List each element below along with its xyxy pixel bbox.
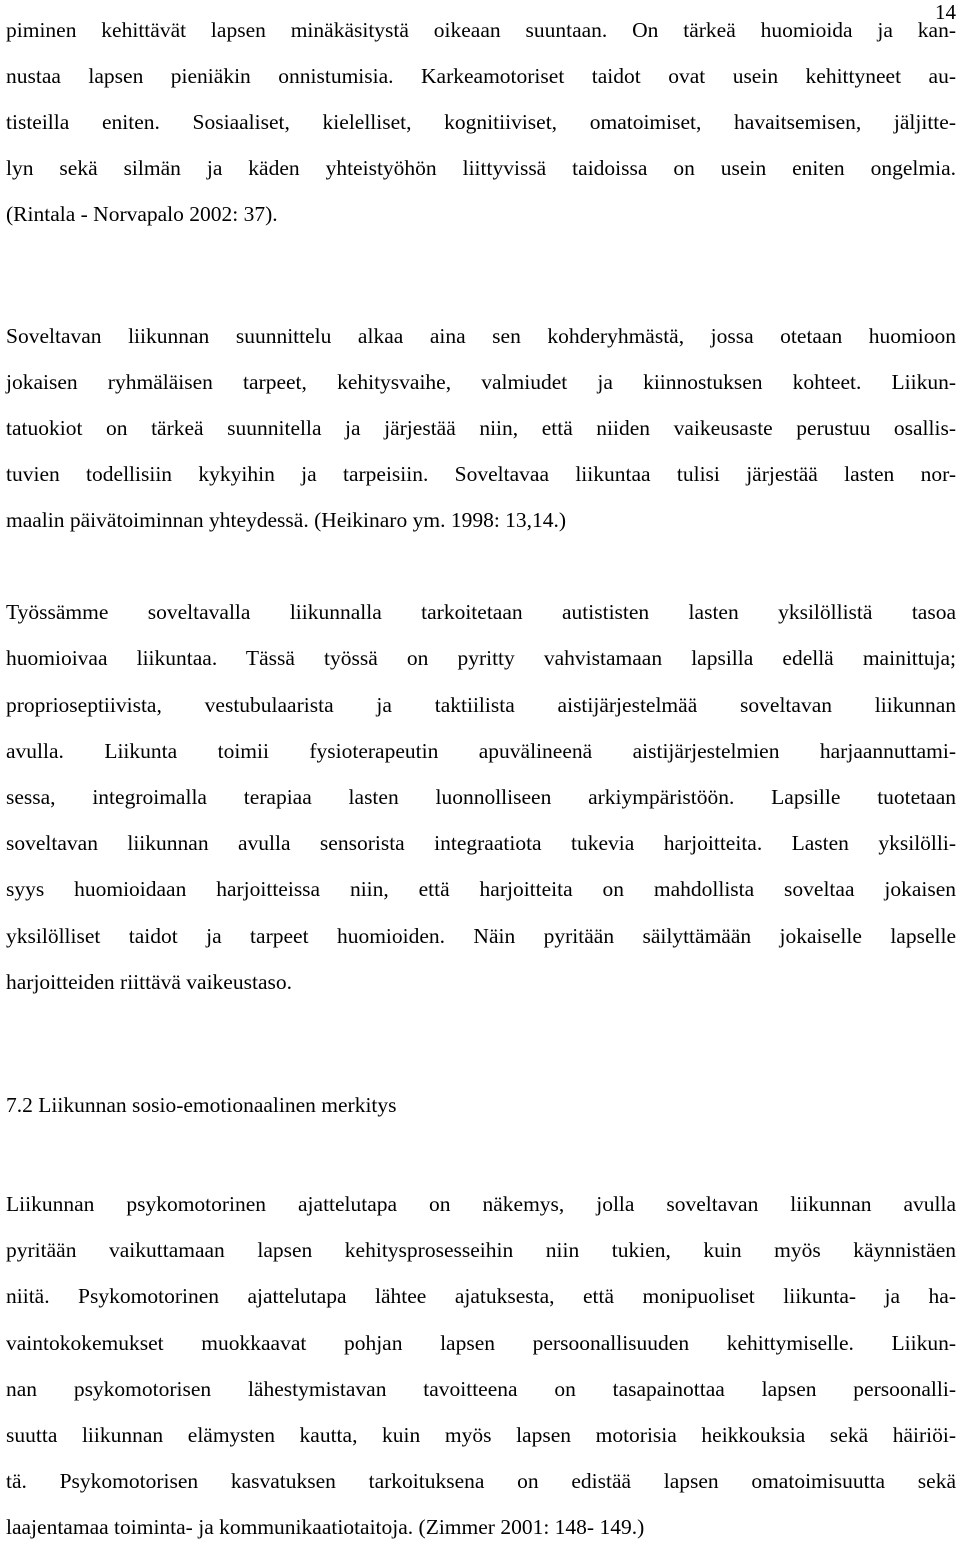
text-line: lyn sekä silmän ja käden yhteistyöhön liittyvissä taidoissa on usein eniten ongelmia. — [6, 156, 956, 180]
text-line: tä. Psykomotorisen kasvatuksen tarkoituksena on edistää lapsen omatoimisuutta sekä — [6, 1469, 956, 1493]
text-line: (Rintala - Norvapalo 2002: 37). — [6, 202, 278, 226]
text-line: Työssämme soveltavalla liikunnalla tarkoitetaan autististen lasten yksilöllistä tasoa — [6, 600, 956, 624]
text-line: pyritään vaikuttamaan lapsen kehitysprosesseihin niin tukien, kuin myös käynnistäen — [6, 1238, 956, 1262]
text-line: sessa, integroimalla terapiaa lasten luonnolliseen arkiympäristöön. Lapsille tuotetaan — [6, 785, 956, 809]
text-line: vaintokokemukset muokkaavat pohjan lapsen persoonallisuuden kehittymiselle. Liikun- — [6, 1331, 956, 1355]
text-line: nustaa lapsen pieniäkin onnistumisia. Karkeamotoriset taidot ovat usein kehittyneet au- — [6, 64, 956, 88]
text-line: tuvien todellisiin kykyihin ja tarpeisiin. Soveltavaa liikuntaa tulisi järjestää lasten nor- — [6, 462, 956, 486]
text-line: yksilölliset taidot ja tarpeet huomioiden. Näin pyritään säilyttämään jokaiselle lapselle — [6, 924, 956, 948]
text-line: Liikunnan psykomotorinen ajattelutapa on näkemys, jolla soveltavan liikunnan avulla — [6, 1192, 956, 1216]
text-line: piminen kehittävät lapsen minäkäsitystä oikeaan suuntaan. On tärkeä huomioida ja kan- — [6, 18, 956, 42]
text-line: suutta liikunnan elämysten kautta, kuin myös lapsen motorisia heikkouksia sekä häiriöi- — [6, 1423, 956, 1447]
text-line: maalin päivätoiminnan yhteydessä. (Heikinaro ym. 1998: 13,14.) — [6, 508, 567, 532]
text-line: 7.2 Liikunnan sosio-emotionaalinen merkitys — [6, 1093, 397, 1117]
text-line: jokaisen ryhmäläisen tarpeet, kehitysvaihe, valmiudet ja kiinnostuksen kohteet. Liikun- — [6, 370, 956, 394]
text-line: laajentamaa toiminta- ja kommunikaatiotaitoja. (Zimmer 2001: 148- 149.) — [6, 1515, 645, 1539]
text-line: huomioivaa liikuntaa. Tässä työssä on pyritty vahvistamaan lapsilla edellä mainittuja; — [6, 646, 956, 670]
text-line: avulla. Liikunta toimii fysioterapeutin apuvälineenä aistijärjestelmien harjaannuttami- — [6, 739, 956, 763]
page-number: 14 — [935, 0, 956, 24]
text-line: proprioseptiivista, vestubulaarista ja taktiilista aistijärjestelmää soveltavan liikunnan — [6, 693, 956, 717]
text-line: nan psykomotorisen lähestymistavan tavoitteena on tasapainottaa lapsen persoonalli- — [6, 1377, 956, 1401]
text-line: tatuokiot on tärkeä suunnitella ja järjestää niin, että niiden vaikeusaste perustuu osallis- — [6, 416, 956, 440]
text-line: harjoitteiden riittävä vaikeustaso. — [6, 970, 292, 994]
text-line: syys huomioidaan harjoitteissa niin, että harjoitteita on mahdollista soveltaa jokaisen — [6, 877, 956, 901]
text-line: soveltavan liikunnan avulla sensorista integraatiota tukevia harjoitteita. Lasten yksilölli- — [6, 831, 956, 855]
text-line: Soveltavan liikunnan suunnittelu alkaa aina sen kohderyhmästä, jossa otetaan huomioon — [6, 324, 956, 348]
text-line: tisteilla eniten. Sosiaaliset, kielelliset, kognitiiviset, omatoimiset, havaitsemisen, jäljitte- — [6, 110, 956, 134]
text-line: niitä. Psykomotorinen ajattelutapa lähtee ajatuksesta, että monipuoliset liikunta- ja ha- — [6, 1284, 956, 1308]
